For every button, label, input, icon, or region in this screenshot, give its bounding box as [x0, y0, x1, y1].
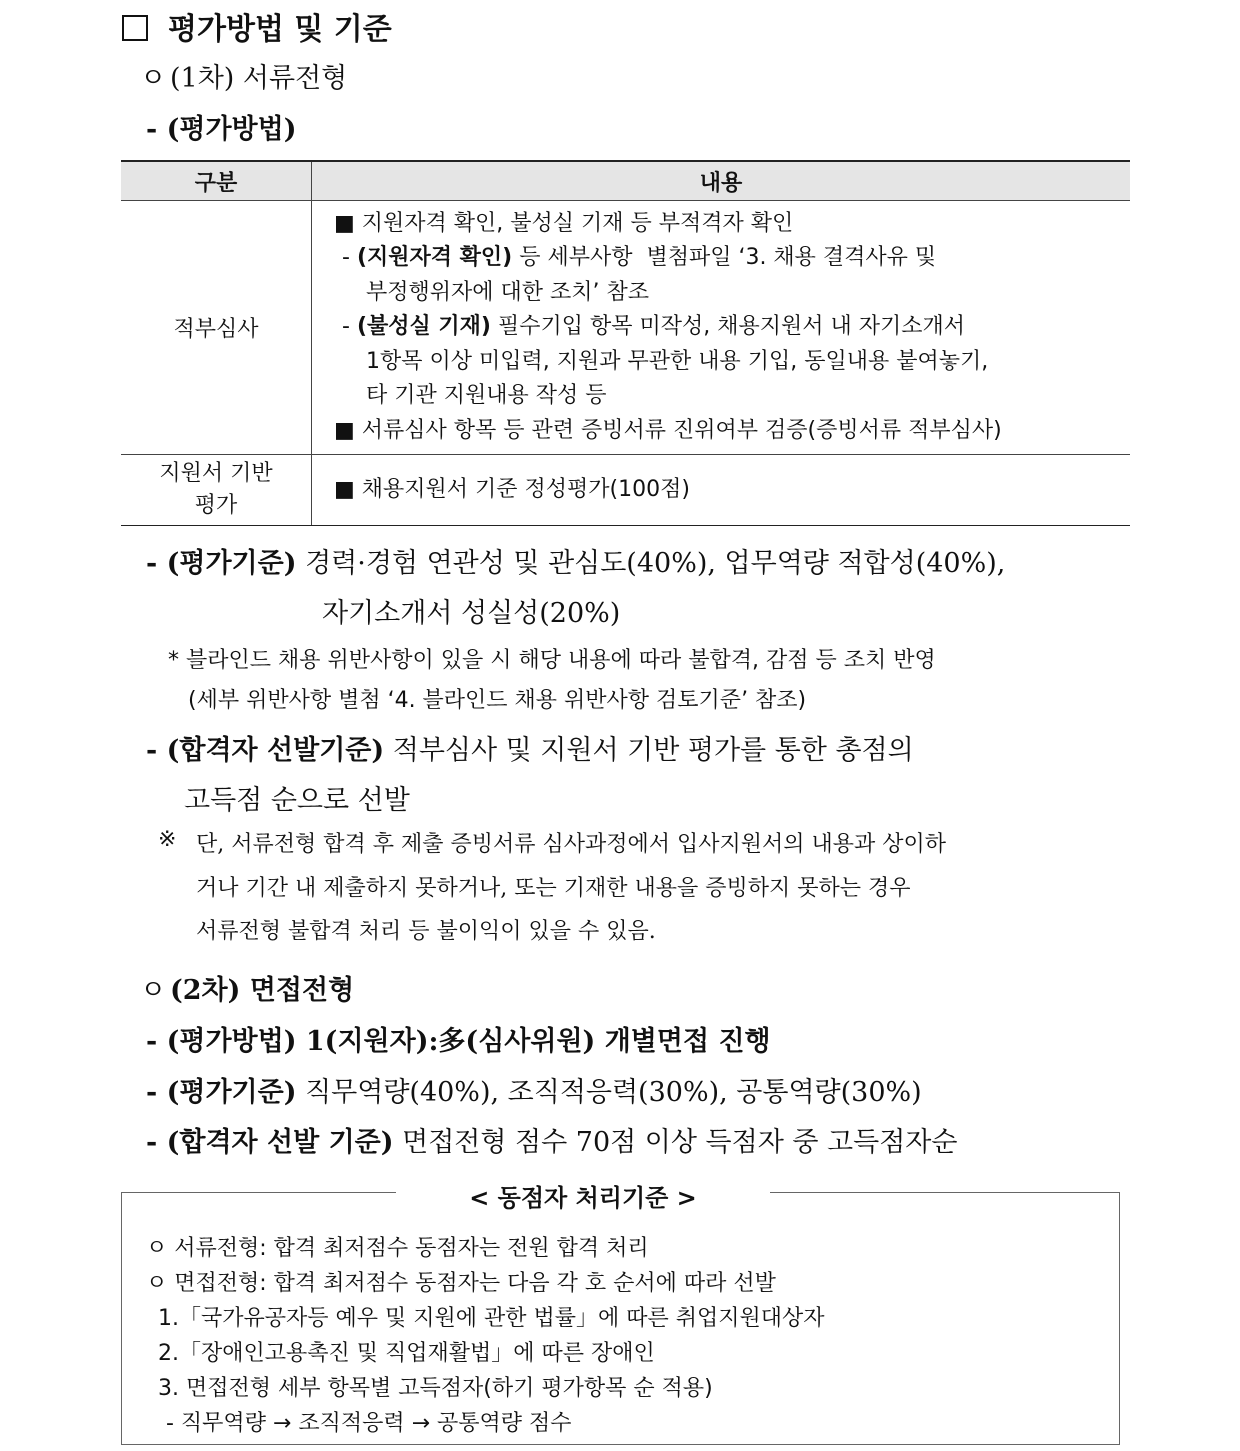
section-title: 평가방법 및 기준 — [168, 12, 392, 47]
content-line: 1항목 이상 미입력, 지원과 무관한 내용 기입, 동일내용 붙여놓기, — [366, 348, 989, 374]
tie-rule-line: 1.「국가유공자등 예우 및 지원에 관한 법률」에 따른 취업지원대상자 — [158, 1306, 825, 1331]
stage1-title: (1차) 서류전형 — [170, 63, 348, 94]
content-line: ■ 서류심사 항목 등 관련 증빙서류 진위여부 검증(증빙서류 적부심사) — [334, 417, 1002, 443]
notice-line: 단, 서류전형 합격 후 제출 증빙서류 심사과정에서 입사지원서의 내용과 상이하 — [196, 832, 946, 857]
selection-text: 적부심사 및 지원서 기반 평가를 통한 총점의 — [392, 735, 914, 766]
stage1-heading — [140, 56, 347, 95]
section-heading — [122, 4, 392, 48]
tie-rule-line: ㅇ 면접전형: 합격 최저점수 동점자는 다음 각 호 순서에 따라 선발 — [146, 1271, 776, 1296]
row-category: 적부심사 — [121, 201, 312, 455]
stage1-criteria — [146, 541, 1005, 580]
stage1-method-label: - (평가방법) — [146, 114, 297, 145]
content-line: ■ 지원자격 확인, 불성실 기재 등 부적격자 확인 — [334, 210, 794, 236]
criteria-text-2: 자기소개서 성실성(20%) — [322, 598, 621, 629]
square-icon — [122, 15, 148, 41]
table-header-row — [121, 161, 1130, 201]
tie-rule-line: - 직무역량 → 조직적응력 → 공통역량 점수 — [166, 1411, 572, 1436]
selection-text: 면접전형 점수 70점 이상 득점자 중 고득점자순 — [402, 1127, 958, 1158]
blind-note-line: (세부 위반사항 별첨 ‘4. 블라인드 채용 위반사항 검토기준’ 참조) — [188, 688, 807, 713]
category-line: 지원서 기반 — [159, 461, 273, 486]
criteria-label: - (평가기준) — [146, 548, 297, 579]
row-content — [312, 201, 1131, 455]
tie-rule-line: 2.「장애인고용촉진 및 직업재활법」에 따른 장애인 — [158, 1341, 655, 1366]
selection-text-2: 고득점 순으로 선발 — [184, 785, 410, 816]
row-category — [121, 455, 312, 526]
content-line: 타 기관 지원내용 작성 등 — [366, 383, 607, 409]
table-row — [121, 201, 1130, 455]
stage2-title: (2차) 면접전형 — [170, 975, 355, 1006]
table-header-category: 구분 — [121, 161, 312, 201]
notice-line: 거나 기간 내 제출하지 못하거나, 또는 기재한 내용을 증빙하지 못하는 경우 — [196, 876, 911, 901]
criteria-text: 경력·경험 연관성 및 관심도(40%), 업무역량 적합성(40%), — [305, 548, 1006, 579]
category-line: 평가 — [194, 493, 238, 518]
content-line: - (불성실 기재) 필수기입 항목 미작성, 채용지원서 내 자기소개서 — [342, 314, 965, 340]
content-line: 부정행위자에 대한 조치’ 참조 — [366, 279, 649, 305]
tie-rule-line: ㅇ 서류전형: 합격 최저점수 동점자는 전원 합격 처리 — [146, 1236, 649, 1261]
blind-note-line: * 블라인드 채용 위반사항이 있을 시 해당 내용에 따라 불합격, 감점 등 조치 반영 — [168, 648, 936, 673]
stage2-heading — [140, 968, 354, 1007]
selection-label: - (합격자 선발기준) — [146, 735, 385, 766]
selection-label: - (합격자 선발 기준) — [146, 1127, 394, 1158]
content-line: - (지원자격 확인) 등 세부사항 별첨파일 ‘3. 채용 결격사유 및 — [342, 245, 937, 271]
stage2-selection — [146, 1120, 957, 1159]
tie-rules-title: < 동점자 처리기준 > — [396, 1178, 770, 1218]
criteria-text: 직무역량(40%), 조직적응력(30%), 공통역량(30%) — [305, 1077, 922, 1108]
evaluation-table — [121, 160, 1130, 526]
table-row — [121, 455, 1130, 526]
tie-rule-line: 3. 면접전형 세부 항목별 고득점자(하기 평가항목 순 적용) — [158, 1376, 713, 1401]
content-line: ■ 채용지원서 기준 정성평가(100점) — [334, 476, 690, 502]
stage1-selection — [146, 728, 914, 767]
row-content — [312, 455, 1131, 526]
table-header-content: 내용 — [312, 161, 1131, 201]
stage2-method: - (평가방법) 1(지원자):多(심사위원) 개별면접 진행 — [146, 1026, 771, 1057]
stage2-bullet: ㅇ — [140, 975, 167, 1006]
notice-line: 서류전형 불합격 처리 등 불이익이 있을 수 있음. — [196, 919, 656, 944]
criteria-label: - (평가기준) — [146, 1077, 297, 1108]
notice-mark: ※ — [158, 827, 177, 852]
stage2-criteria — [146, 1070, 922, 1109]
stage1-bullet: ㅇ — [140, 63, 167, 94]
